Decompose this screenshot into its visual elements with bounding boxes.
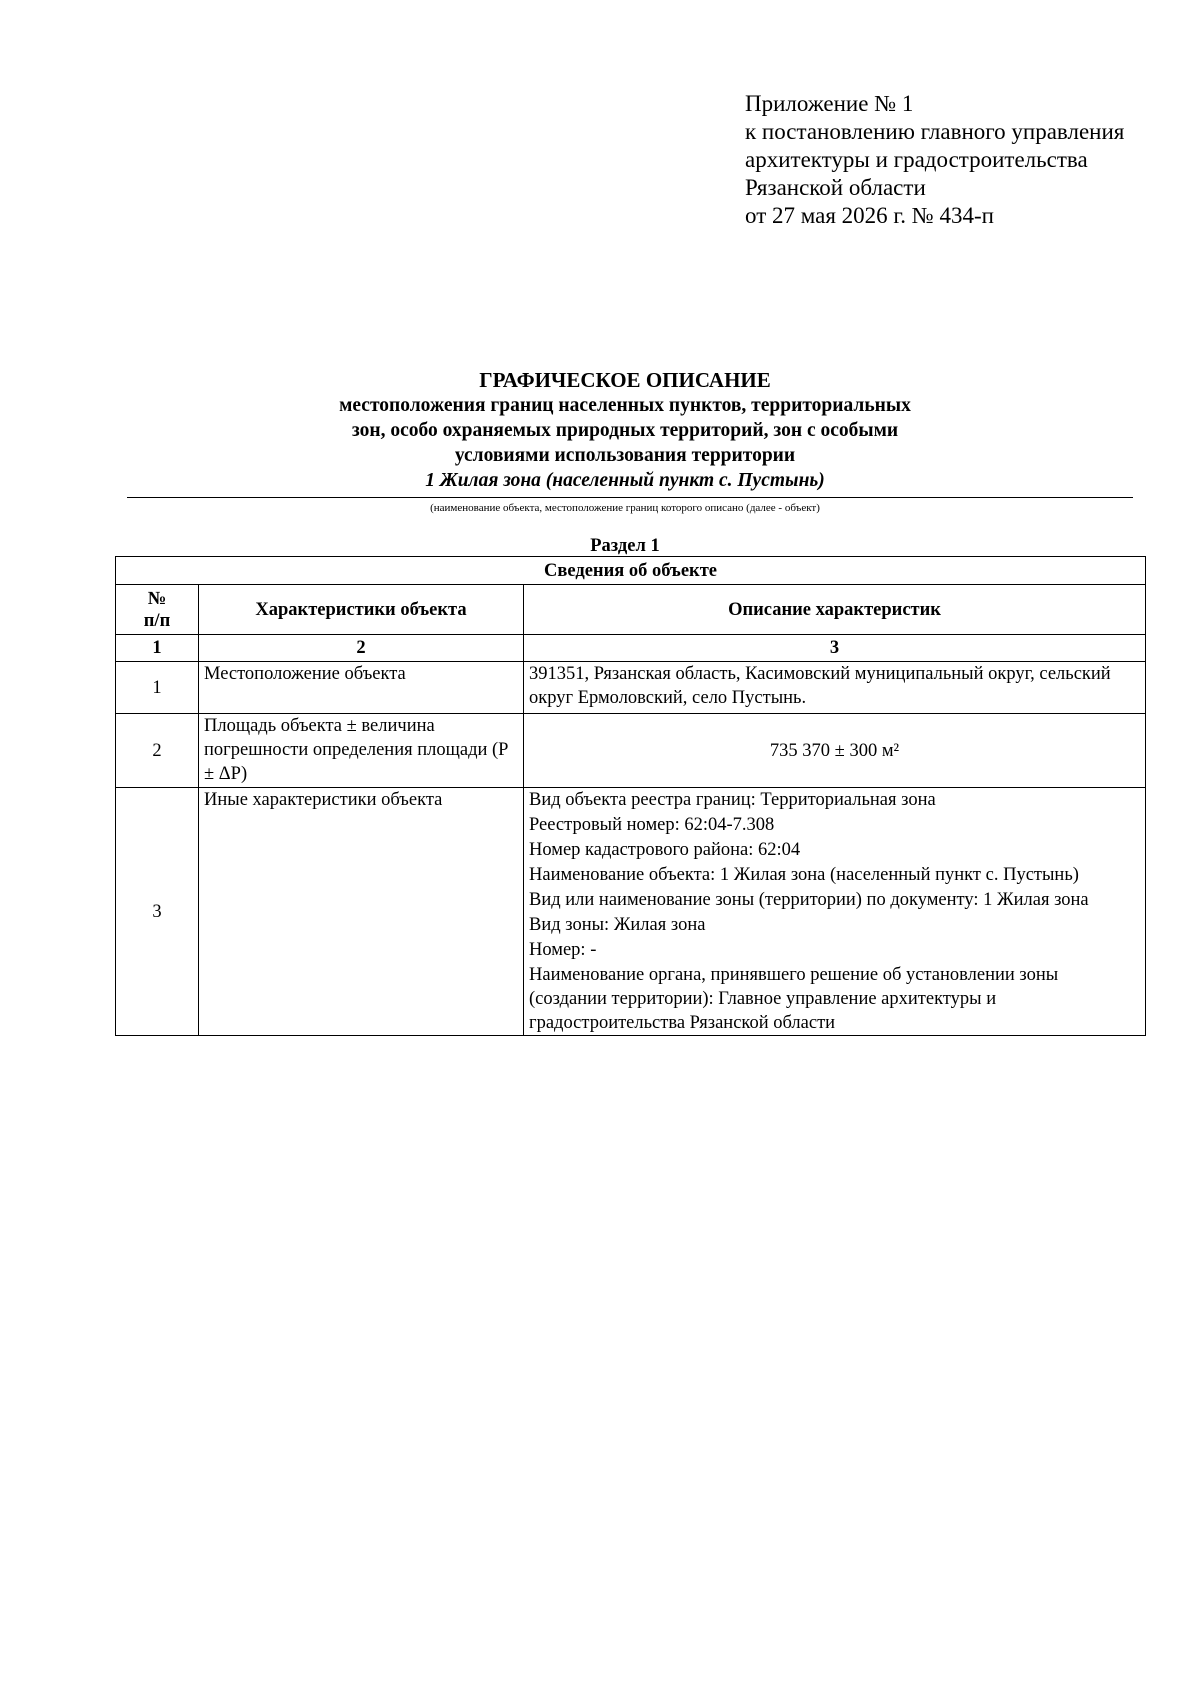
table-title: Сведения об объекте [116,557,1146,585]
document-title: ГРАФИЧЕСКОЕ ОПИСАНИЕ [479,368,771,392]
column-header-num: № п/п [116,585,199,635]
appendix-block [745,90,1165,230]
row-description: 391351, Рязанская область, Касимовский муниципальный округ, сельский округ Ермоловский, село Пустынь. [524,662,1146,714]
section-label: Раздел 1 [590,536,660,556]
description-line: Реестровый номер: 62:04-7.308 [529,815,775,835]
row-number: 2 [116,714,199,788]
appendix-line: Рязанской области [745,175,926,200]
document-subtitle-line: зон, особо охраняемых природных территорий, зон с особыми [351,420,899,441]
table-title-row [116,557,1146,585]
description-line: Номер: - [529,940,597,960]
table-row [116,714,1146,788]
appendix-line: Приложение № 1 [745,91,914,116]
column-header-description: Описание характеристик [524,585,1146,635]
row-description: 735 370 ± 300 м² [524,714,1146,788]
object-name-caption: (наименование объекта, местоположение границ которого описано (далее - объект) [430,502,820,514]
title-block [115,367,1135,493]
description-line: Наименование органа, принявшего решение об установлении зоны (создании территории): Главное управление архитектуры и градостроительства Рязанской области [529,965,1059,1033]
description-line: Вид объекта реестра границ: Территориальная зона [529,790,936,810]
object-name: 1 Жилая зона (населенный пункт с. Пустынь) [425,470,825,491]
table-row [116,662,1146,714]
description-line: Вид зоны: Жилая зона [529,915,706,935]
row-number: 3 [116,788,199,1036]
column-number-row [116,635,1146,662]
row-characteristic: Иные характеристики объекта [199,788,524,1036]
table-header-row [116,585,1146,635]
column-number: 1 [116,635,199,662]
appendix-line: к постановлению главного управления [745,119,1125,144]
table-row [116,788,1146,1036]
column-number: 2 [199,635,524,662]
description-line: Вид или наименование зоны (территории) по документу: 1 Жилая зона [529,890,1089,910]
row-description [524,788,1146,1036]
row-number: 1 [116,662,199,714]
description-line: Номер кадастрового района: 62:04 [529,840,801,860]
row-characteristic: Площадь объекта ± величина погрешности определения площади (P ± ΔP) [199,714,524,788]
appendix-line: от 27 мая 2026 г. № 434-п [745,203,994,228]
column-number: 3 [524,635,1146,662]
document-subtitle-line: местоположения границ населенных пунктов, территориальных [339,395,911,416]
object-info-table [115,556,1146,1036]
description-line: Наименование объекта: 1 Жилая зона (населенный пункт с. Пустынь) [529,865,1079,885]
appendix-line: архитектуры и градостроительства [745,147,1088,172]
object-name-underline [127,497,1133,498]
document-subtitle-line: условиями использования территории [454,445,796,466]
row-characteristic: Местоположение объекта [199,662,524,714]
column-header-characteristic: Характеристики объекта [199,585,524,635]
